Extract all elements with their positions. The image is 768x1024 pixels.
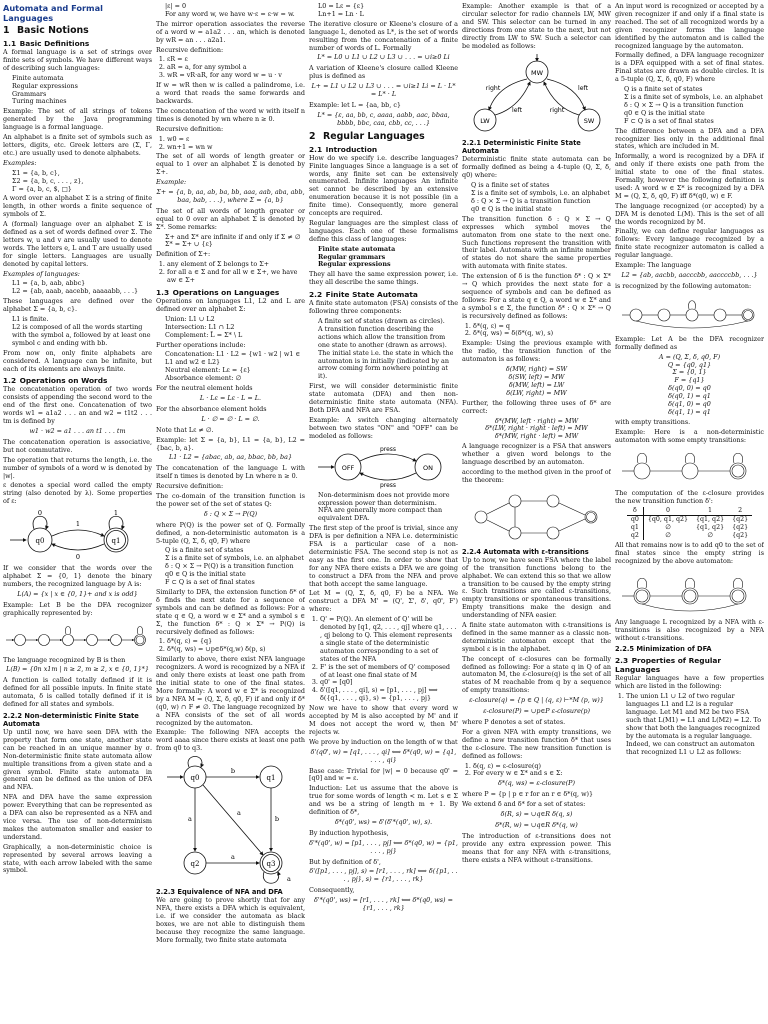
state-label: q3 bbox=[266, 860, 275, 869]
subsubsection-heading: 2.2.2 Non-deterministic Finite State Automata bbox=[3, 712, 139, 728]
paragraph: The concatenation of the word w with itself n times is denoted by wn where n ≥ 0. bbox=[156, 106, 305, 123]
paragraph: The concatenation of the language L with itself n times is denoted by Ln where n ≥ 0. bbox=[156, 464, 305, 481]
list-item: 2. δ*(q, ws) = δ(δ*(q, w), s) bbox=[473, 330, 611, 338]
equation: δ'*(q0', w) = [p1, . . . , pj] ⟺ δ*(q0, w) = {p1, . . . , pj} bbox=[309, 838, 458, 855]
paragraph: The operation that returns the length, i.e. the number of symbols of a word w is denoted by |w|. bbox=[3, 455, 152, 480]
paragraph: We are going to prove shortly that for any NFA, there exists a DFA which is equivalent, i.e. if we consider the automata as black boxes, we are not able to distinguish them because they recognize the same language. More formally, two finite state automata bbox=[156, 896, 305, 944]
edge-label: b bbox=[274, 815, 279, 824]
column-2 bbox=[156, 3, 305, 1021]
equation: δ(SW, left) = MW bbox=[508, 373, 565, 381]
dfa-diagram-q0-q1 bbox=[8, 508, 148, 562]
list-item: 1. δ*(q, ε) = q bbox=[473, 323, 611, 331]
paragraph: is recognized by the following automaton: bbox=[615, 281, 752, 290]
equation: δ*(q0', ws) = δ'(δ'*(q0', w), s). bbox=[334, 817, 433, 826]
paragraph: From now on, only finite alphabets are considered. A language can be infinite, but each of its elements are always finite. bbox=[3, 348, 152, 373]
radio-selector-diagram bbox=[467, 52, 607, 136]
bullet-list bbox=[615, 86, 764, 126]
list-item: • Σ is a finite set of symbols, i.e. an alphabet bbox=[471, 190, 611, 198]
subsection-heading: 1.1 Basic Definitions bbox=[3, 39, 90, 48]
paragraph: A word over an alphabet Σ is a string of finite length, in other words a finite sequence of symbols of Σ. bbox=[3, 194, 152, 219]
edge-label: 1 bbox=[75, 520, 80, 529]
list-item: • Turing machines bbox=[12, 98, 152, 106]
example: Example: Using the previous example with the radio, the transition function of the automaton is as follows: bbox=[462, 339, 611, 364]
bullet-list bbox=[309, 3, 458, 19]
example: Example: A switch changing alternately between two states "ON" and "OFF" can be modeled as follows: bbox=[309, 415, 458, 440]
state-label: q2 bbox=[190, 860, 199, 869]
example-head: Examples: bbox=[3, 158, 37, 167]
state-label: ON bbox=[422, 463, 433, 472]
list-item: • Q is a finite set of states bbox=[471, 182, 611, 190]
table-header-row bbox=[627, 507, 752, 515]
nfa-diagram bbox=[161, 755, 301, 885]
epsilon-free-nfa-diagram bbox=[620, 568, 760, 616]
paragraph: The language recognized (or accepted) by a DFA M is denoted L(M). This is the set of all the words recognized by M. bbox=[615, 201, 764, 226]
list-item: • Intersection: L1 ∩ L2 bbox=[165, 324, 305, 332]
dfa-diagram-b bbox=[5, 620, 151, 654]
equation: δ*(R, w) = ∪q∈R δ*(q, w) bbox=[495, 820, 578, 829]
equation: δ*(MW, left · right) = MW bbox=[494, 416, 579, 425]
subsubsection-heading: 2.2.5 Minimization of DFA bbox=[615, 645, 712, 654]
list-item: • Q is a finite set of states bbox=[624, 86, 764, 94]
list-item: • NFA are generally more compact than equivalent DFA. bbox=[318, 507, 458, 523]
list-item: • L1 = {a, b, aab, abbc} bbox=[12, 280, 152, 288]
bullet-list bbox=[156, 316, 305, 340]
paragraph: The mirror operation associates the reverse of a word w = a1a2 . . . an, which is denoted by wR = an . . . a2a1. bbox=[156, 19, 305, 44]
table-header-cell: 0 bbox=[643, 507, 692, 515]
example: Example: let Σ = {a, b}, L1 = {a, b}, L2 = {bac, b, a}. bbox=[156, 435, 305, 452]
subsection-heading: 1.2 Operations on Words bbox=[3, 376, 108, 386]
list-item: • δ : Q × Σ → Q is a transition function bbox=[624, 102, 764, 110]
state-label: q0 bbox=[190, 774, 199, 783]
paragraph: First, we will consider deterministic finite state automata (DFA) and then non-deterministic finite state automata (NFA). Both DFA and NFA are FSA. bbox=[309, 382, 458, 414]
numbered-list bbox=[156, 56, 305, 80]
edge-label: 1 bbox=[113, 509, 118, 518]
table-header-cell: 2 bbox=[728, 507, 752, 515]
equation: L(A) = {x | x ∈ {0, 1}+ and x is odd} bbox=[17, 589, 138, 598]
state-label: OFF bbox=[341, 463, 354, 472]
bullet-list bbox=[3, 170, 152, 194]
list-item: • Concatenation: L1 · L2 = {w1 · w2 | w1 ∈ L1 and w2 ∈ L2} bbox=[165, 351, 305, 367]
edge-label: 0 bbox=[75, 553, 80, 562]
list-item: • q0 ∈ Q is the initial state bbox=[471, 206, 611, 214]
table-cell: {q2} bbox=[732, 524, 749, 532]
paragraph: We extend δ and δ* for a set of states: bbox=[462, 800, 586, 809]
paragraph: Further, the following three uses of δ* are correct: bbox=[462, 398, 611, 415]
column-1 bbox=[3, 3, 152, 1021]
paragraph: The co-domain of the transition function is the power set of the set of states Q: bbox=[156, 492, 305, 508]
paragraph: The difference between a DFA and a DFA recognizer lies only in the additional final states, which are included in M. bbox=[615, 126, 764, 151]
equation: L · Lε = Lε · L = L. bbox=[199, 393, 262, 402]
equation: δ*(q, ws) = ε-closure(P) bbox=[498, 779, 575, 788]
example: Example: Let B be the DFA recognizer graphically represented by: bbox=[3, 600, 152, 617]
subsection-heading: 2.3 Properties of Regular Languages bbox=[615, 656, 722, 675]
list-item: • Σ is a finite set of symbols, i.e. an alphabet bbox=[165, 555, 305, 563]
list-item: 3. q0' = [q0] bbox=[320, 679, 458, 687]
state-label: LW bbox=[479, 117, 490, 126]
paragraph: A formal language is a set of strings over finite sets of symbols. We have different ways of describing such languages: bbox=[3, 48, 152, 72]
doc-title: Automata and Formal Languages bbox=[3, 3, 103, 23]
list-item: • Γ = {a, b, c, $, □} bbox=[12, 186, 152, 194]
numbered-list bbox=[615, 693, 764, 756]
subsubsection-heading: 2.2.1 Deterministic Finite State Automata bbox=[462, 139, 581, 156]
list-item: • Non-determinism does not provide more expression power than determinism. bbox=[318, 492, 458, 508]
list-item: 2. δ*(q, ws) = ∪p∈δ*(q,w) δ(p, s) bbox=[167, 646, 305, 654]
paragraph: Informally, a word is recognized by a DFA if and only if there exists one path from the initial state to one of the final states. Formally, however the following definition is used: A word w ∈ Σ* is recognized by a DFA M = (Q, Σ, δ, q0, F) iff δ*(q0, w) ∈ F. bbox=[615, 152, 764, 200]
paragraph: Similarly to above, there exist NFA language recognizers. A word is recognized by a NFA if and only there exists at least one path from the initial state to one of the final states. More formally: A word w ∈ Σ* is recognized by a NFA M = (Q, Σ, δ, q0, F) if and only if δ*(q0, w) ∩ F ≠ ∅. The language recognized by a NFA consists of the set of all words recognized by the automaton. bbox=[156, 655, 305, 727]
list-item: • q0 ∈ Q is the initial state bbox=[624, 110, 764, 118]
equation: δ(q0, 1) = q1 bbox=[668, 392, 711, 401]
list-item: • Regular grammars bbox=[318, 254, 458, 262]
equation: F = {q1} bbox=[674, 376, 705, 385]
table-cell: q2 bbox=[627, 532, 644, 540]
paragraph: The first step of the proof is trivial, since any DFA is per definition a NFA i.e. deterministic FSA is a particular case of a non-deterministic FSA. The second step is not as easy as the first one. In order to show that for any NFA there exists a DFA we are going to construct a DFA from the NFA and prove that both accept the same language. bbox=[309, 524, 458, 588]
bullet-list bbox=[156, 351, 305, 383]
numbered-list bbox=[156, 638, 305, 654]
bullet-list bbox=[309, 246, 458, 270]
edge-label: a bbox=[230, 853, 235, 862]
numbered-list bbox=[462, 323, 611, 339]
bullet-list bbox=[156, 234, 305, 250]
paragraph: The language recognized by B is then bbox=[3, 655, 126, 664]
list-item: 1. any element of Σ belongs to Σ+ bbox=[167, 261, 305, 269]
paragraph: The computation of the ε-closure provides the new transition function δ': bbox=[615, 488, 764, 505]
paragraph: The set of all words of length greater or equal to 0 over an alphabet Σ is denoted by Σ*. Some remarks: bbox=[156, 206, 305, 231]
paragraph: Let M = (Q, Σ, δ, q0, F) be a NFA. We construct a DFA M' = (Q', Σ', δ', q0', F') where: bbox=[309, 589, 458, 614]
list-item: • Neutral element: Lε = {ε} bbox=[165, 367, 305, 375]
numbered-list bbox=[156, 261, 305, 285]
table-cell: q1 bbox=[627, 524, 644, 532]
list-item: • δ : Q × Σ → P(Q) is a transition function bbox=[165, 563, 305, 571]
table-cell: {q2} bbox=[732, 532, 749, 540]
list-item: 1. The union L1 ∪ L2 of two regular languages L1 and L2 is a regular language. Let M1 and M2 be two FSA such that L(M1) = L1 and L(M2) = L2. To show that both the languages recognized by the automata is a regular language. Indeed, we can construct an automaton that recognized L1 ∪ L2 as follows: bbox=[626, 693, 764, 756]
paragraph: An alphabet is a finite set of symbols such as letters, digits, etc. Greek letters are (Σ, Γ, etc.) are usually used to denote alphabets. bbox=[3, 133, 152, 157]
equation: w1 · w2 = a1 . . . an t1 . . . tm bbox=[29, 426, 126, 435]
state-label: q1 bbox=[111, 537, 120, 546]
list-item: • A finite set of states (drawn as circles). bbox=[318, 318, 458, 326]
list-item: • Ln+1 = Ln · L bbox=[318, 11, 458, 19]
paragraph: Definition of Σ+: bbox=[156, 250, 211, 259]
list-item: • L0 = Lε = {ε} bbox=[318, 3, 458, 11]
section-heading: 1 Basic Notions bbox=[3, 25, 89, 36]
paragraph: Regular languages have a few properties which are listed in the following: bbox=[615, 674, 764, 691]
bullet-list bbox=[3, 280, 152, 296]
paragraph: The extension of δ is the function δ* : Q × Σ* → Q which provides the next state for a sequence of symbols and can be defined as follows: For a state q ∈ Q, a word w ∈ Σ* and a symbol s ∈ Σ, the function δ* : Q × Σ* → Q is recursively defined as follows: bbox=[462, 272, 611, 320]
paragraph: They all have the same expression power, i.e. they all describe the same things. bbox=[309, 270, 458, 287]
example: Example: Another example is that of a circular selector for radio channels LW, MW and SW. This selector can be turned in any directions from one state to the next, but not directly from LW to SW. Such a selector can be modeled as follows: bbox=[462, 3, 611, 50]
equation: δ(q1, 1) = q1 bbox=[668, 407, 711, 416]
subsubsection-heading: 2.2.4 Automata with ε-transitions bbox=[462, 547, 589, 556]
bullet-list bbox=[309, 318, 458, 381]
table-cell: {q0, q1, q2} bbox=[647, 516, 689, 524]
equation: L · ∅ = ∅ · L = ∅. bbox=[201, 414, 260, 423]
list-item: • Σ1 = {a, b, c}, bbox=[12, 170, 152, 178]
state-label: q0 bbox=[35, 537, 44, 546]
equation: Σ = {0, 1} bbox=[672, 368, 707, 377]
list-item: • Grammars bbox=[12, 91, 152, 99]
subsubsection-heading: 2.2.3 Equivalence of NFA and DFA bbox=[156, 888, 283, 897]
column-3 bbox=[309, 3, 458, 1021]
list-item: • A transition function describing the actions which allow the transition from one state to another (drawn as arrows). bbox=[318, 326, 458, 350]
paragraph: Further operations include: bbox=[156, 340, 246, 349]
equation: δ(q1, 0) = q0 bbox=[668, 400, 711, 409]
bullet-list bbox=[462, 182, 611, 214]
list-item: 2. for all a ∈ Σ and for all w ∈ Σ+, we have aw ∈ Σ+ bbox=[167, 269, 305, 285]
paragraph: with empty transitions. bbox=[615, 417, 691, 426]
edge-label: a bbox=[286, 875, 291, 884]
edge-label: right bbox=[485, 85, 500, 93]
table-cell: {q1, q2} bbox=[696, 524, 725, 532]
table-cell: ∅ bbox=[707, 532, 713, 540]
list-item: • F ⊂ Q is a set of final states bbox=[624, 118, 764, 126]
paragraph: All that remains now is to add q0 to the set of final states since the empty string is recognized by the above automaton: bbox=[615, 541, 764, 565]
equation: δ : Q × Σ → P(Q) bbox=[203, 509, 258, 518]
list-item: • Finite automata bbox=[12, 75, 152, 83]
paragraph: For the absorbance element holds bbox=[156, 404, 267, 413]
edge-label: b bbox=[230, 767, 235, 776]
example: Example: The set of all strings of tokens generated by the Java programming language is a formal language. bbox=[3, 107, 152, 132]
equation: δ(MW, left) = LW bbox=[508, 380, 565, 389]
paragraph: The iterative closure or Kleene's closure of a language L, denoted as L*, is the set of words resulting from the concatenation of a finite number of words of L. Formally bbox=[309, 19, 458, 52]
example: Example: Here is a non-deterministic automaton with some empty transitions: bbox=[615, 427, 764, 444]
numbered-list bbox=[462, 763, 611, 779]
paragraph: The set of all words of length greater or equal to 1 over an alphabet Σ is denoted by Σ+. bbox=[156, 152, 305, 177]
edge-label: 0 bbox=[37, 509, 42, 518]
paragraph: If w = wR then w is called a palindrome, i.e. a word that reads the same forwards and backwards. bbox=[156, 81, 305, 105]
subsection-heading: 2.1 Introduction bbox=[309, 144, 378, 154]
paragraph: For the neutral element holds bbox=[156, 384, 253, 393]
equation: ε-closure(P) = ∪p∈P ε-closure(p) bbox=[483, 707, 590, 716]
paragraph: For a given NFA with empty transitions, we define a new transition function δ* that uses the ε-closure. The new transition function is defined as follows: bbox=[462, 727, 611, 760]
list-item: • L2 is composed of all the words starting with the symbol a, followed by at least one symbol c and ending with bb. bbox=[12, 324, 152, 348]
list-item: • The initial state i.e. the state in which the automaton is in initially (indicated by an arrow coming form nowhere pointing at it). bbox=[318, 350, 458, 382]
table-row bbox=[627, 532, 752, 540]
paragraph: where P(Q) is the power set of Q. Formally defined, a non-deterministic automaton is a 5-tuple (Q, Σ, δ, q0, F) where bbox=[156, 520, 305, 545]
paragraph: Base case: Trivial for |w| = 0 because q0' = [q0] and w = ε. bbox=[309, 766, 458, 783]
paragraph: The concept of ε-closures can be formally defined as following: For a state q in Q of an automaton M, the ε-closure(q) is the set of all states of M reachable from q by a sequence of empty transitions: bbox=[462, 654, 611, 695]
list-item: • Finite state automata bbox=[318, 246, 458, 254]
paragraph: A language recognizer is a FSA that answers whether a given word belongs to the language described by an automaton. bbox=[462, 442, 611, 467]
paragraph: Deterministic finite state automata can be formally defined as being a 4-tuple (Q, Σ, δ, q0) where: bbox=[462, 155, 611, 180]
l2-recognizer-diagram bbox=[620, 293, 760, 333]
table-cell: {q2} bbox=[732, 516, 749, 524]
list-item: • L2 = {ab, aaab, aacebb, aaaaabb, . . .} bbox=[12, 288, 152, 296]
paragraph: The concatenation operation is associative, but not commutative. bbox=[3, 437, 152, 454]
equation: L2 = {ab, aacbb, aacccbb, aaccccbb, . . .} bbox=[621, 271, 758, 279]
paragraph: We prove by induction on the length of w that bbox=[309, 737, 458, 746]
equation: δ(LW, right) = MW bbox=[506, 388, 567, 397]
list-item: • Absorbance element: ∅ bbox=[165, 375, 305, 383]
paragraph: Any language L recognized by a NFA with ε-transitions is also recognized by a NFA without ε-transitions. bbox=[615, 617, 764, 642]
edge-label: press bbox=[379, 445, 396, 453]
list-item: 2. F' is the set of members of Q' composed of at least one final state of M bbox=[320, 664, 458, 680]
paragraph: But by definition of δ', bbox=[309, 857, 381, 866]
table-cell: ∅ bbox=[665, 524, 671, 532]
paragraph: where P denotes a set of states. bbox=[462, 718, 566, 726]
equation: δ'(q0', w) = [q1, . . . , qi] ⟺ δ*(q0, w) = {q1, . . . , qi} bbox=[310, 747, 457, 764]
list-item: 1. Q' = P(Q). An element of Q' will be denoted by [q1, q2, . . . , qj] where q1, . . . , qj belong to Q. This element represents a single state of the deterministic automaton corresponding to a set of states of the NFA bbox=[320, 616, 458, 663]
list-item: 2. For every w ∈ Σ* and s ∈ Σ: bbox=[473, 770, 611, 778]
paragraph: Note that Lε ≠ ∅. bbox=[156, 425, 214, 434]
table-cell: q0 bbox=[627, 516, 644, 524]
paragraph: A finite state automaton (FSA) consists of the following three components: bbox=[309, 299, 458, 316]
list-item: • Σ2 = {a, b, c, . . . , z}, bbox=[12, 178, 152, 186]
numbered-list bbox=[156, 136, 305, 152]
paragraph: Consequently, bbox=[309, 886, 355, 895]
equation: L* = {ε, aa, bb, c, aaaa, aabb, aac, bbaa, bbbb, bbc, caa, cbb, cc, . . .} bbox=[317, 110, 450, 127]
table-row bbox=[627, 516, 752, 524]
equation: Q = {q0, q1} bbox=[667, 360, 712, 369]
list-item: • |ε| = 0 bbox=[165, 3, 305, 11]
list-item: 1. εR = ε bbox=[167, 56, 305, 64]
list-item: • Σ is a finite set of symbols, i.e. an alphabet bbox=[624, 94, 764, 102]
paragraph: Operations on languages L1, L2 and L are defined over an alphabet Σ: bbox=[156, 297, 305, 313]
table-cell: {q1, q2} bbox=[696, 516, 725, 524]
list-item: 2. wn+1 = wn w bbox=[167, 144, 305, 152]
equation: L1 · L2 = {abac, ab, aa, bbac, bb, ba} bbox=[168, 453, 293, 462]
switch-diagram bbox=[314, 443, 454, 489]
paragraph: A variation of Kleene's closure called Kleene plus is defined as bbox=[309, 64, 458, 81]
equation: δ'*(q0', ws) = [r1, . . . , rk] ⟺ δ*(q0, ws) = {r1, . . . , rk} bbox=[314, 896, 453, 913]
table-header-cell: δ bbox=[627, 507, 644, 515]
list-item: 1. w0 = ε bbox=[167, 136, 305, 144]
edge-label: a bbox=[187, 815, 192, 824]
table-cell: ∅ bbox=[665, 532, 671, 540]
subsection-heading: 2.2 Finite State Automata bbox=[309, 290, 418, 300]
equation: δ*(LW, right · right · left) = MW bbox=[485, 424, 588, 433]
transition-table bbox=[627, 507, 752, 540]
bullet-list bbox=[3, 75, 152, 107]
list-item: • Q is a finite set of states bbox=[165, 547, 305, 555]
equation: L* = L0 ∪ L1 ∪ L2 ∪ L3 ∪ . . . = ∪i≥0 Li bbox=[317, 53, 450, 62]
column-5 bbox=[615, 3, 764, 1021]
paragraph: NFA and DFA have the same expression power. Everything that can be represented as a DFA can also be represented as a NFA and vice versa. The use of non-determinism makes the automaton smaller and easier to understand. bbox=[3, 793, 152, 841]
list-item: 4. δ'([q1, . . . , qi], s) = [p1, . . . , pj] ⟺ δ({q1, . . . , qi}, s) = {p1, . . . , pj} bbox=[320, 687, 458, 703]
paragraph: A finite state automaton with ε-transitions is defined in the same manner as a classic non-deterministic automaton except that the symbol ε is in the alphabet. bbox=[462, 621, 611, 653]
equation: δ(q0, 0) = q0 bbox=[668, 384, 711, 393]
numbered-list bbox=[309, 616, 458, 703]
paragraph: If we consider that the words over the alphabet Σ = {0, 1} denote the binary numbers, the recognized language by A is: bbox=[3, 564, 152, 588]
paragraph: These languages are defined over the alphabet Σ = {a, b, c}. bbox=[3, 297, 152, 314]
state-label: MW bbox=[530, 69, 543, 78]
equation: L+ = L1 ∪ L2 ∪ L3 ∪ . . . = ∪i≥1 Li = L · L* = L* · L bbox=[311, 82, 456, 99]
paragraph: How do we specify i.e. describe languages? Finite languages Since a language is a set of words, any finite set can be extensively enumerated. Infinite languages An infinite set cannot be described by an extensive enumeration because it is not possible (in a finite time). Consequently, more general concepts are required. bbox=[309, 153, 458, 218]
paragraph: Finally, we can define regular languages as follows: Every language recognized by a finite state recognizer automaton is called a regular language. bbox=[615, 227, 764, 260]
table-row bbox=[627, 524, 752, 532]
equation: δ(MW, right) = SW bbox=[505, 365, 568, 374]
paragraph: A function is called totally defined if it is defined for all possible inputs. In finite state automata, δ is called totally defined if it is defined for all states and symbols. bbox=[3, 676, 152, 709]
paragraph: Induction: Let us assume that the above is true for some words of length < m. Let s ∈ Σ and ws be a string of length m + 1. By definition of δ*, bbox=[309, 784, 458, 817]
equation: L(B) = {0n x1m | n ≥ 2, m ≥ 2, x ∈ {0, 1}*} bbox=[6, 665, 149, 674]
bullet-list bbox=[3, 316, 152, 348]
column-4 bbox=[462, 3, 611, 1021]
paragraph: The transition function δ : Q × Σ → Q expresses which symbol moves the automaton from one state to the next one. Such functions represent the transition with their label. Automata with an infinite number of states do not share the same properties with automata with finite states. bbox=[462, 214, 611, 271]
paragraph: By induction hypothesis, bbox=[309, 828, 389, 837]
edge-label: a bbox=[236, 809, 241, 818]
paragraph: Recursive definition: bbox=[156, 45, 224, 54]
bullet-list bbox=[156, 3, 305, 19]
paragraph: An input word is recognized or accepted by a given recognizer if and only if a final state is reached. The set of all recognized words by a given recognizer forms the language identified by the automaton and is called the recognized language by the automaton. bbox=[615, 3, 764, 50]
paragraph: according to the method given in the proof of the theorem: bbox=[462, 467, 611, 484]
paragraph: The introduction of ε-transitions does not provide any extra expression power. This means that for any NFA with ε-transitions, there exists a NFA without ε-transitions. bbox=[462, 831, 611, 864]
paragraph: Recursive definition: bbox=[156, 482, 224, 491]
equation: ε-closure(q) = {p ∈ Q | (q, ε) ⊢*M (p, w)} bbox=[469, 696, 604, 705]
example: Example: Let A be the DFA recognizer formally defined as bbox=[615, 334, 764, 351]
equation: A = (Q, Σ, δ, q0, F) bbox=[658, 352, 721, 361]
paragraph: ε denotes a special word called the empty string (also denoted by λ). Some properties of ε: bbox=[3, 481, 152, 506]
state-label: SW bbox=[583, 117, 594, 126]
list-item: • q0 ∈ Q is the initial state bbox=[165, 571, 305, 579]
edge-label: left bbox=[577, 85, 588, 93]
paragraph: Up until now, we have seen DFA with the property that form one state, another state can be reached in an unique manner by σ. Non-deterministic finite state automata allow multiple transitions from a given state and a given symbol. Finite state automata in general can be defined as the union of DFA and NFA. bbox=[3, 728, 152, 792]
list-item: • Union: L1 ∪ L2 bbox=[165, 316, 305, 324]
subsection-heading: 1.3 Operations on Languages bbox=[156, 288, 280, 297]
example-head: Example: bbox=[156, 178, 187, 187]
list-item: • F ⊂ Q is a set of final states bbox=[165, 579, 305, 587]
equation: Σ+ = {a, b, aa, ab, ba, bb, aaa, aab, aba, abb, baa, bab, . . .}, where Σ = {a, b} bbox=[156, 188, 305, 204]
list-item: 1. δ*(q, ε) = {q} bbox=[167, 638, 305, 646]
list-item: • Regular expressions bbox=[12, 83, 152, 91]
example-head: Examples of languages: bbox=[3, 269, 80, 278]
paragraph: where P = {p | p ∈ r for an r ∈ δ*(q, w)} bbox=[462, 790, 594, 799]
constructed-dfa-diagram bbox=[467, 487, 607, 545]
paragraph: Similarly to DFA, the extension function δ* of δ finds the next state for a sequence of symbols and can be defined as follows: For a state q ∈ Q, a word w ∈ Σ* and a symbol s ∈ Σ, the function δ* : Q × Σ* → P(Q) is recursively defined as follows: bbox=[156, 588, 305, 636]
list-item: • Complement: L̄ = Σ* \ L bbox=[165, 332, 305, 340]
example: Example: The following NFA accepts the word aaaa since there exists at least one path from q0 to q3. bbox=[156, 728, 305, 753]
list-item: 1. δ(q, ε) = ε-closure(q) bbox=[473, 763, 611, 771]
list-item: 2. aR = a, for any symbol a bbox=[167, 64, 305, 72]
state-label: q1 bbox=[266, 774, 275, 783]
edge-label: right bbox=[549, 107, 564, 115]
list-item: • For any word w, we have w·ε = ε·w = w. bbox=[165, 11, 305, 19]
list-item: • Regular expressions bbox=[318, 261, 458, 269]
table-header-cell: 1 bbox=[692, 507, 728, 515]
list-item: • Σ* = Σ+ ∪ {ε} bbox=[165, 241, 305, 249]
list-item: • Σ+ and Σ* are infinite if and only if Σ ≠ ∅ bbox=[165, 234, 305, 242]
paragraph: Now we have to show that every word w accepted by M is also accepted by M' and if M does not accept the word w, then M' rejects w. bbox=[309, 704, 458, 736]
list-item: 3. wR = vR·aR, for any word w = u · v bbox=[167, 72, 305, 80]
bullet-list bbox=[156, 547, 305, 587]
equation: δ'([p1, . . . , pj], s) = [r1, . . . , rk] ⟺ δ({p1, . . . , pj}, s) = {r1, . . . , rk} bbox=[309, 867, 458, 884]
list-item: • L1 is finite. bbox=[12, 316, 152, 324]
paragraph: A (formal) language over an alphabet Σ is defined as a set of words defined over Σ. The letters w, u and v are usually used to denote words. The letters e, L and T are usually used for single letters. Languages are usually denoted by capital letters. bbox=[3, 220, 152, 268]
bullet-list bbox=[309, 492, 458, 524]
paragraph: Formally defined, a DFA language recognizer is a DFA equipped with a set of final states. Final states are drawn as double circles. It is a 5-tuple (Q, Σ, δ, q0, F) where bbox=[615, 51, 764, 84]
paragraph: The concatenation operation of two words consists of appending the second word to the end of the first one. Concatenation of two words w1 = a1a2 . . . an and w2 = t1t2 . . . tm is defined by bbox=[3, 385, 152, 426]
example: Example: The language bbox=[615, 261, 692, 270]
paragraph: Graphically, a non-deterministic choice is represented by several arrows leaving a state, with each arrow labeled with the same symbol. bbox=[3, 842, 152, 875]
equation: δ(R, s) = ∪q∈R δ(q, s) bbox=[500, 810, 573, 819]
paragraph: Recursive definition: bbox=[156, 124, 224, 133]
epsilon-nfa-diagram bbox=[620, 447, 760, 487]
paragraph: Regular languages are the simplest class of languages. Each one of these formalisms define this class of languages: bbox=[309, 218, 458, 243]
edge-label: press bbox=[379, 481, 396, 489]
example: Example: let L = {aa, bb, c} bbox=[309, 100, 401, 109]
section-heading: 2 Regular Languages bbox=[309, 130, 425, 142]
edge-label: left bbox=[511, 107, 522, 115]
list-item: • δ : Q × Σ → Q is a transition function bbox=[471, 198, 611, 206]
equation: δ*(MW, right · left) = MW bbox=[494, 432, 579, 441]
paragraph: Up to now, we have seen FSA where the label of the transition functions belong to the alphabet. We can extend this so that we allow a transition to be caused by the empty string ε. Such transitions are called ε-transitions, empty transitions or spontaneous transitions. Empty transitions make the design and understanding of NFA easier. bbox=[462, 555, 611, 620]
